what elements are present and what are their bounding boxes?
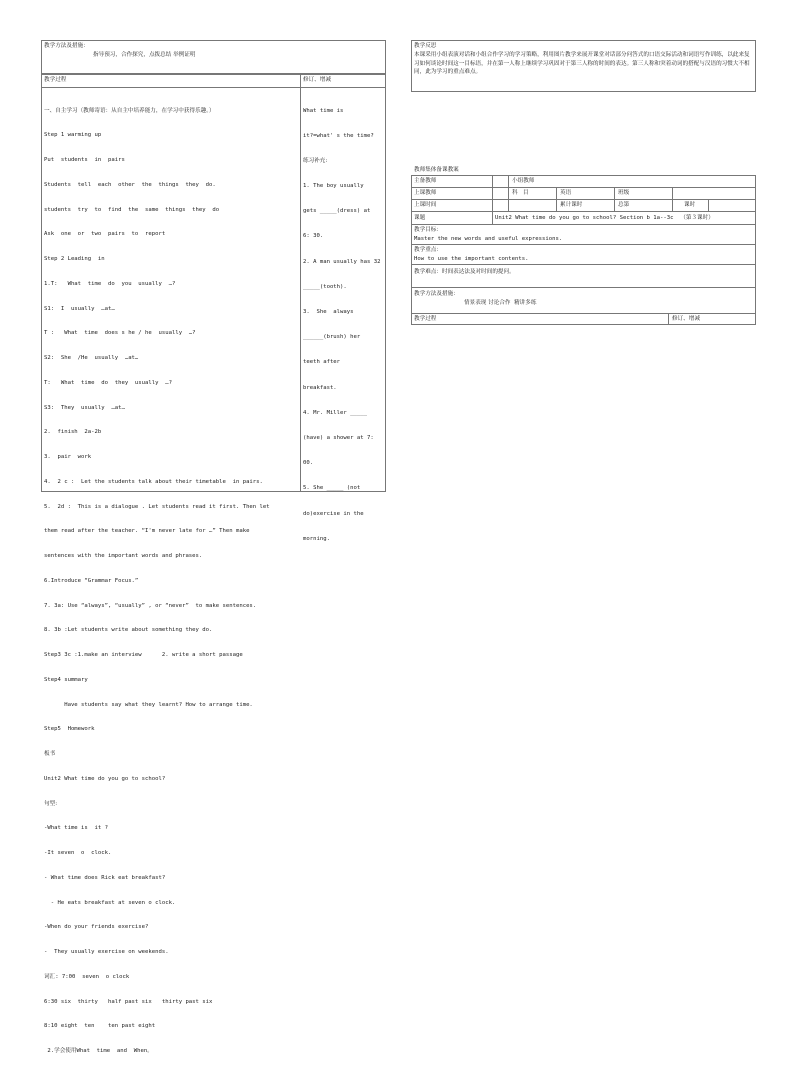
cell-line (708, 199, 709, 211)
topic-value: Unit2 What time do you go to school? Section b 1a--3c （第３课时） (495, 215, 714, 221)
lesson-line: 句型: (44, 800, 58, 807)
cumulative-hours-label: 累计课时 (560, 202, 583, 208)
class-teacher-label: 上课教师 (414, 190, 437, 196)
subject-label: 科 目 (512, 190, 529, 196)
class-time-label: 上课时间 (414, 202, 437, 208)
exercise-line: 1. The boy usually (303, 183, 364, 190)
group-teacher-label: 小组教师 (512, 178, 535, 184)
lesson-line: 2.学会使用What time and When。 (44, 1048, 153, 1054)
lesson-line: Put students in pairs (44, 157, 125, 163)
lesson-line: 板书 (44, 751, 56, 757)
lesson-line: - He eats breakfast at seven o clock. (44, 899, 176, 906)
lesson-line: them read after the teacher. “I'm never late for …” Then make (44, 528, 250, 535)
lesson-steps-column (44, 90, 298, 1072)
row-line (411, 244, 756, 245)
exercise-line: _____(tooth). (303, 283, 347, 290)
cell-line (492, 175, 493, 224)
lesson-line: 8. 3b :Let students write about something they do. (44, 627, 213, 634)
row-line (411, 287, 756, 288)
lesson-line: 1.T: What time do you usually …? (44, 280, 176, 287)
lesson-line: -What time is it ? (44, 825, 108, 832)
lesson-line: students try to find the same things they do (44, 206, 220, 213)
lesson-line: 词汇: 7:00 seven o clock (44, 973, 130, 980)
left-header-divider (41, 87, 386, 88)
lesson-line: Step 1 warming up (44, 132, 102, 139)
lesson-line: Step5 Homework (44, 726, 95, 733)
key-points-label: 教学重点： (414, 247, 442, 253)
row-line (411, 199, 756, 200)
lesson-line: 5. 2d : This is a dialogue . Let students read it first. Then let (44, 503, 270, 510)
difficult-points: 教学难点：时间表达法及对时间的提问。 (414, 269, 515, 275)
left-methods-title: 教学方法及措施： (44, 43, 89, 49)
lesson-line: T: What time do they usually …? (44, 379, 172, 386)
lesson-line: 2. finish 2a-2b (44, 429, 102, 436)
exercise-line: 6: 30. (303, 233, 324, 240)
row-line (411, 313, 756, 314)
exercise-line: 4. Mr. Miller _____ (303, 409, 367, 416)
exercise-line: ______(brush) her (303, 334, 361, 341)
lesson-line: Students tell each other the things they do. (44, 181, 216, 188)
goals-label: 教学目标： (414, 227, 442, 233)
lesson-line: Step3 3c :1.make an interview 2. write a short passage (44, 652, 243, 658)
lesson-line: S3: They usually …at… (44, 404, 125, 411)
left-revise-label: 修订、增减 (303, 77, 331, 83)
cell-line (556, 187, 557, 211)
lesson-line: Ask one or two pairs to report (44, 231, 166, 238)
exercise-line: 00. (303, 460, 314, 467)
class-label: 班级 (618, 190, 630, 196)
left-methods-body: 指导预习，合作探究，点拨总结 举例证明 (93, 52, 196, 58)
exercise-line: gets _____(dress) at (303, 208, 371, 215)
goals-value: Master the new words and useful expressions. (414, 236, 563, 242)
total-label: 总第 (618, 202, 630, 208)
lesson-line: T : What time does s he / he usually …? (44, 330, 196, 337)
exercise-line: do)exercise in the (303, 510, 364, 517)
reflection-title: 教学反思 (414, 43, 437, 49)
cell-line (668, 313, 669, 325)
lesson-line: S2: She /He usually …at… (44, 355, 139, 361)
exercise-line: 5. She _____ (not (303, 485, 361, 492)
lesson-line: sentences with the important words and phrases. (44, 553, 203, 559)
exercise-line: breakfast. (303, 384, 337, 391)
right-process-label: 教学过程 (414, 316, 437, 322)
exercise-line: 2. A man usually has 32 (303, 258, 381, 265)
left-process-label: 教学过程 (44, 77, 67, 83)
lesson-line: -When do your friends exercise? (44, 924, 149, 931)
topic-label: 课题 (414, 215, 426, 221)
exercise-column (303, 90, 385, 560)
lesson-line: - What time does Rick eat breakfast? (44, 874, 166, 881)
lesson-line: 7. 3a: Use “always”, “usually” , or “never” to make sentences. (44, 602, 257, 609)
period-label: 课时 (684, 202, 696, 208)
cell-line (508, 187, 509, 211)
key-points-value: How to use the important contents. (414, 256, 529, 262)
plan-title: 教师集体备课教案 (414, 167, 459, 173)
left-column-divider (300, 74, 301, 492)
lesson-line: S1: I usually …at… (44, 305, 115, 312)
lesson-line: 8:10 eight ten ten past eight (44, 1023, 156, 1030)
cell-line (614, 187, 615, 211)
lesson-line: Step 2 Leading in (44, 256, 105, 262)
lesson-line: - They usually exercise on weekends. (44, 949, 169, 955)
right-methods-body: 情景表现 讨论合作 精讲多练 (464, 300, 537, 306)
exercise-line: it?=what' s the time? (303, 132, 374, 139)
row-line (411, 211, 756, 212)
lesson-line: 一、自主学习（教师寄语：从自主中培养能力，在学习中获得乐趣。） (44, 107, 215, 114)
row-line (411, 224, 756, 225)
lesson-line: Have students say what they learnt? How to arrange time. (44, 701, 253, 708)
lead-teacher-label: 主备教师 (414, 178, 437, 184)
lesson-line: 3. pair work (44, 454, 92, 460)
exercise-line: 3. She always (303, 309, 354, 315)
lesson-line: Unit2 What time do you go to school? (44, 775, 166, 782)
row-line (411, 187, 756, 188)
exercise-line: What time is (303, 107, 344, 114)
lesson-line: -It seven o clock. (44, 850, 112, 856)
cell-line (672, 187, 673, 211)
lesson-line: 4. 2 c : Let the students talk about their timetable in pairs. (44, 478, 263, 485)
row-line (411, 264, 756, 265)
plan-table (411, 175, 756, 325)
lesson-line: 6.Introduce “Grammar Focus.” (44, 577, 139, 584)
exercise-line: 练习补充: (303, 157, 328, 164)
right-revise-label: 修订、增减 (672, 316, 700, 322)
cell-line (508, 175, 509, 187)
exercise-line: morning. (303, 535, 330, 542)
right-methods-title: 教学方法及措施： (414, 291, 459, 297)
exercise-line: (have) a shower at 7: (303, 434, 374, 441)
subject-value: 英语 (560, 190, 572, 196)
reflection-body: 本课采用小组表演对话和小组合作学习的学习策略，利用图片教学来展开课堂对话部分问答式的口语交际活动和词语写作训练，以此来复习如何谈论时间这一目标语，并在第一人称上继续学习巩固对于第三人称的时间的表达。第三人称和突着动词的搭配与汉语的习惯大不相同，此为学习的重点难点。 (414, 52, 750, 75)
exercise-line: teeth after (303, 359, 341, 366)
lesson-line: Step4 summary (44, 676, 88, 683)
lesson-line: 6:30 six thirty half past six thirty past six (44, 998, 213, 1005)
